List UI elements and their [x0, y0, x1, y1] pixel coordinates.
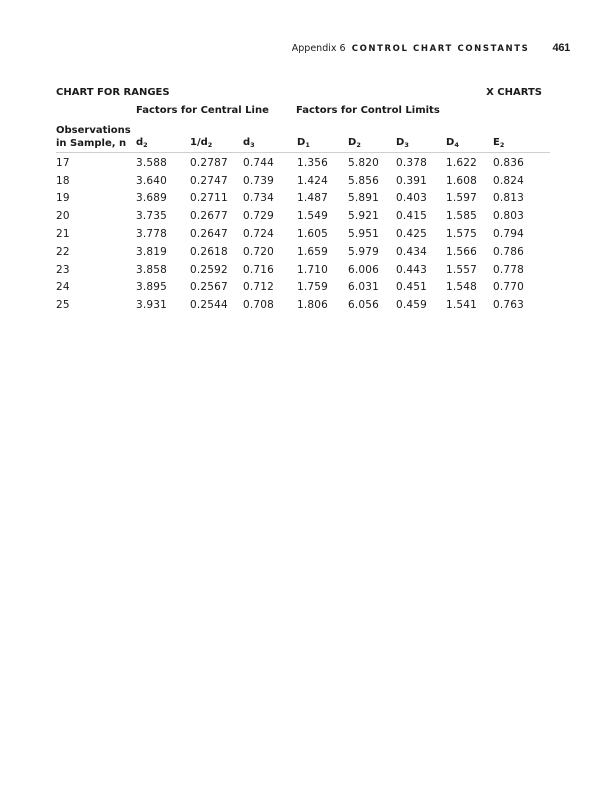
sample-size-cell: 23	[56, 263, 70, 276]
constant-value-cell: 0.2544	[190, 299, 228, 312]
constant-value-cell: 1.710	[297, 263, 329, 276]
constant-value-cell: 5.979	[348, 245, 380, 258]
column-header-D2: $D_2$	[348, 137, 361, 149]
constant-value-cell: 5.921	[348, 210, 380, 223]
constant-value-cell: 0.708	[243, 299, 275, 312]
constant-value-cell: 0.786	[493, 245, 525, 258]
constant-value-cell: 0.836	[493, 156, 525, 169]
constant-value-cell: 0.425	[396, 228, 428, 241]
constant-value-cell: 0.729	[243, 210, 275, 223]
constant-value-cell: 1.608	[446, 174, 478, 187]
constant-value-cell: 1.605	[297, 228, 329, 241]
constant-value-cell: 3.895	[136, 281, 168, 294]
constant-value-cell: 0.2567	[190, 281, 228, 294]
constant-value-cell: 1.356	[297, 156, 329, 169]
constant-value-cell: 1.541	[446, 299, 478, 312]
constant-value-cell: 0.803	[493, 210, 525, 223]
constant-value-cell: 0.403	[396, 192, 428, 205]
constant-value-cell: 1.659	[297, 245, 329, 258]
constant-value-cell: 0.434	[396, 245, 428, 258]
table-row	[56, 279, 543, 297]
running-head	[292, 42, 570, 54]
sample-size-cell: 19	[56, 192, 70, 205]
sample-size-cell: 24	[56, 281, 70, 294]
table-row	[56, 207, 543, 225]
constant-value-cell: 6.031	[348, 281, 380, 294]
observations-header	[56, 124, 131, 150]
constant-value-cell: 6.056	[348, 299, 380, 312]
constant-value-cell: 0.2711	[190, 192, 228, 205]
column-header-d2: $d_2$	[136, 137, 148, 149]
constant-value-cell: 0.763	[493, 299, 525, 312]
column-header-E2: $E_2$	[493, 137, 505, 149]
constant-value-cell: 0.734	[243, 192, 275, 205]
chart-for-ranges-title: CHART FOR RANGES	[56, 87, 170, 98]
constant-value-cell: 3.640	[136, 174, 168, 187]
constant-value-cell: 1.557	[446, 263, 478, 276]
constant-value-cell: 0.712	[243, 281, 275, 294]
column-header-d3: $d_3$	[243, 137, 255, 149]
constant-value-cell: 3.588	[136, 156, 168, 169]
constant-value-cell: 1.575	[446, 228, 478, 241]
constant-value-cell: 5.951	[348, 228, 380, 241]
page-number: 461	[552, 42, 570, 54]
sample-size-cell: 25	[56, 299, 70, 312]
constant-value-cell: 0.2787	[190, 156, 228, 169]
header-divider	[56, 152, 550, 153]
constant-value-cell: 3.858	[136, 263, 168, 276]
sample-size-cell: 18	[56, 174, 70, 187]
constant-value-cell: 1.549	[297, 210, 329, 223]
table-row	[56, 190, 543, 208]
constant-value-cell: 0.451	[396, 281, 428, 294]
constant-value-cell: 3.735	[136, 210, 168, 223]
constants-data-table	[56, 154, 543, 314]
constant-value-cell: 1.759	[297, 281, 329, 294]
constant-value-cell: 0.415	[396, 210, 428, 223]
constant-value-cell: 1.424	[297, 174, 329, 187]
column-header-D3: $D_3$	[396, 137, 409, 149]
column-header-D1: $D_1$	[297, 137, 310, 149]
sample-size-cell: 21	[56, 228, 70, 241]
constant-value-cell: 0.724	[243, 228, 275, 241]
central-line-group-header: Factors for Central Line	[136, 105, 269, 116]
appendix-label: Appendix 6	[291, 43, 346, 54]
table-row	[56, 172, 543, 190]
constant-value-cell: 1.566	[446, 245, 478, 258]
table-row	[56, 154, 543, 172]
constant-value-cell: 0.794	[493, 228, 525, 241]
sample-size-cell: 22	[56, 245, 70, 258]
table-row	[56, 261, 543, 279]
constant-value-cell: 3.778	[136, 228, 168, 241]
constant-value-cell: 0.739	[243, 174, 275, 187]
control-limits-group-header: Factors for Control Limits	[296, 105, 440, 116]
constant-value-cell: 0.378	[396, 156, 428, 169]
constant-value-cell: 3.819	[136, 245, 168, 258]
constant-value-cell: 1.548	[446, 281, 478, 294]
constant-value-cell: 0.2747	[190, 174, 228, 187]
table-row	[56, 225, 543, 243]
constant-value-cell: 1.487	[297, 192, 329, 205]
constant-value-cell: 3.689	[136, 192, 168, 205]
constant-value-cell: 0.778	[493, 263, 525, 276]
observations-header-line1: Observations	[56, 125, 131, 136]
constant-value-cell: 0.716	[243, 263, 275, 276]
constant-value-cell: 5.891	[348, 192, 380, 205]
table-body	[56, 154, 543, 314]
constant-value-cell: 0.391	[396, 174, 428, 187]
constant-value-cell: 5.856	[348, 174, 380, 187]
constant-value-cell: 1.622	[446, 156, 478, 169]
x-charts-title: X CHARTS	[486, 87, 542, 98]
section-title: CONTROL CHART CONSTANTS	[351, 44, 530, 54]
constant-value-cell: 0.443	[396, 263, 428, 276]
constant-value-cell: 0.744	[243, 156, 275, 169]
table-row	[56, 243, 543, 261]
constant-value-cell: 1.806	[297, 299, 329, 312]
observations-header-line2: in Sample, n	[56, 138, 127, 149]
constant-value-cell: 6.006	[348, 263, 380, 276]
constant-value-cell: 0.459	[396, 299, 428, 312]
constant-value-cell: 0.770	[493, 281, 525, 294]
constant-value-cell: 3.931	[136, 299, 168, 312]
constant-value-cell: 0.813	[493, 192, 525, 205]
constant-value-cell: 0.2618	[190, 245, 228, 258]
column-header-inverse-d2: $1/d_2$	[190, 137, 213, 149]
constant-value-cell: 0.2677	[190, 210, 228, 223]
sample-size-cell: 17	[56, 156, 70, 169]
constant-value-cell: 0.2592	[190, 263, 228, 276]
constant-value-cell: 0.2647	[190, 228, 228, 241]
constant-value-cell: 0.824	[493, 174, 525, 187]
constant-value-cell: 1.597	[446, 192, 478, 205]
column-header-D4: $D_4$	[446, 137, 459, 149]
sample-size-cell: 20	[56, 210, 70, 223]
constant-value-cell: 1.585	[446, 210, 478, 223]
table-row	[56, 296, 543, 314]
constant-value-cell: 0.720	[243, 245, 275, 258]
constant-value-cell: 5.820	[348, 156, 380, 169]
